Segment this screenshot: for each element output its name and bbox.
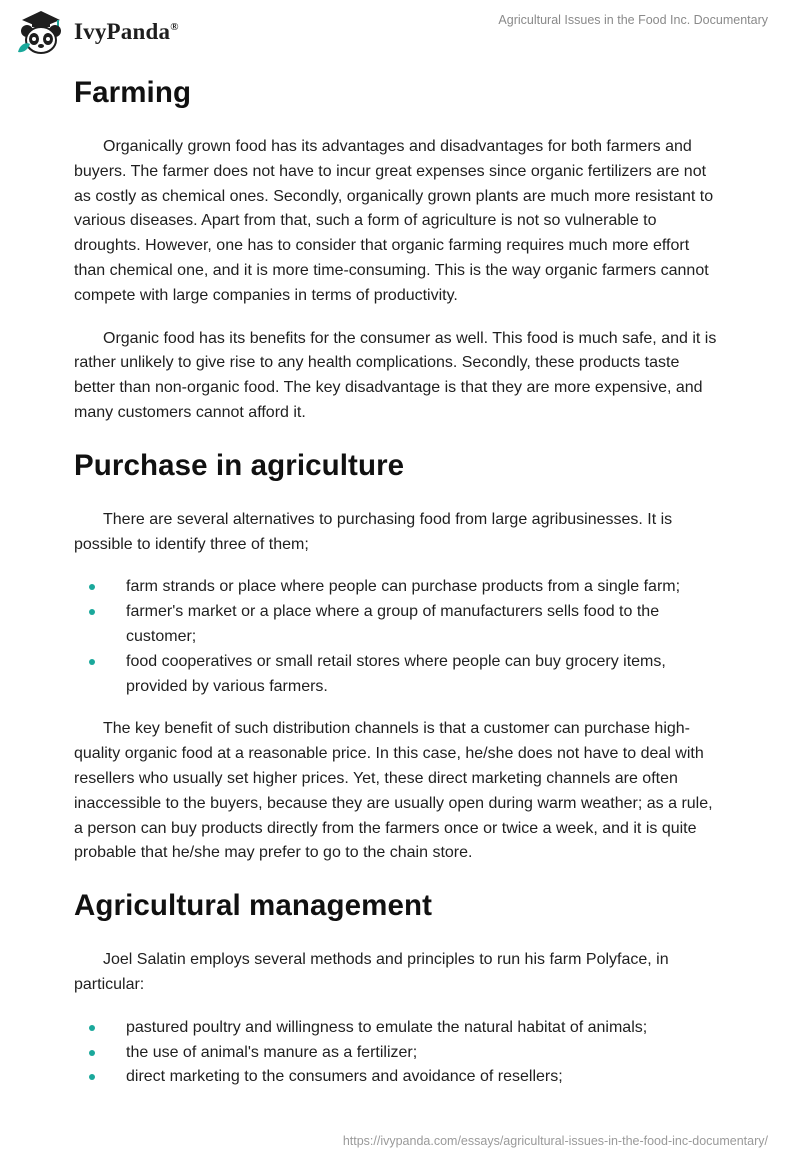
paragraph: Organically grown food has its advantages and disadvantages for both farmers and buyers. The farmer does not have to incur great expenses since organic fertilizers are not as costly as chemical ones. Secondly, organically grown plants are much more resistant to various diseases. Apart from that, such a form of agriculture is not so vulnerable to droughts. However, one has to consider that organic farming requires much more effort than chemical one, and it is more time-consuming. This is the way organic farmers cannot compete with large companies in terms of productivity. bbox=[74, 138, 714, 304]
list-item: pastured poultry and willingness to emulate the natural habitat of animals; bbox=[74, 1016, 720, 1041]
paragraph: There are several alternatives to purchasing food from large agribusinesses. It is possible to identify three of them; bbox=[74, 510, 673, 553]
paragraph: Organic food has its benefits for the consumer as well. This food is much safe, and it is rather unlikely to give rise to any health complications. Secondly, these products taste better than non-organic food. The key disadvantage is that they are more expensive, and many customers cannot afford it. bbox=[74, 329, 717, 421]
list-item: food cooperatives or small retail stores where people can buy grocery items, provided by various farmers. bbox=[74, 650, 720, 700]
paragraph: Joel Salatin employs several methods and principles to run his farm Polyface, in particular: bbox=[74, 951, 669, 993]
list-item: farmer's market or a place where a group of manufacturers sells food to the customer; bbox=[74, 600, 720, 650]
list-item: direct marketing to the consumers and avoidance of resellers; bbox=[74, 1065, 720, 1090]
document-title: Agricultural Issues in the Food Inc. Documentary bbox=[498, 13, 768, 27]
bullet-icon bbox=[89, 584, 95, 590]
bullet-icon bbox=[89, 1050, 95, 1056]
heading-agricultural-management: Agricultural management bbox=[74, 889, 433, 923]
list-item: farm strands or place where people can purchase products from a single farm; bbox=[74, 575, 720, 600]
ivypanda-logo[interactable] bbox=[14, 8, 179, 56]
heading-farming: Farming bbox=[74, 76, 192, 109]
page-header bbox=[0, 0, 800, 60]
article-body bbox=[74, 70, 720, 1090]
bullet-icon bbox=[89, 1025, 95, 1031]
methods-list bbox=[74, 1016, 720, 1090]
heading-purchase-in-agriculture: Purchase in agriculture bbox=[74, 448, 405, 482]
alternatives-list bbox=[74, 575, 720, 699]
bullet-icon bbox=[89, 1074, 95, 1080]
list-item: the use of animal's manure as a fertilizer; bbox=[74, 1041, 720, 1066]
panda-graduate-icon bbox=[14, 8, 68, 56]
logo-text: IvyPanda® bbox=[74, 19, 179, 44]
bullet-icon bbox=[89, 659, 95, 665]
source-url[interactable]: https://ivypanda.com/essays/agricultural-issues-in-the-food-inc-documentary/ bbox=[342, 1134, 768, 1148]
bullet-icon bbox=[89, 609, 95, 615]
paragraph: The key benefit of such distribution channels is that a customer can purchase high-quality organic food at a reasonable price. In this case, he/she does not have to deal with resellers who usually set higher prices. Yet, these direct marketing channels are often inaccessible to the buyers, because they are usually open during warm weather; as a rule, a person can buy products directly from the farmers once or twice a week, and it is quite probable that he/she may prefer to go to the chain store. bbox=[74, 720, 713, 862]
